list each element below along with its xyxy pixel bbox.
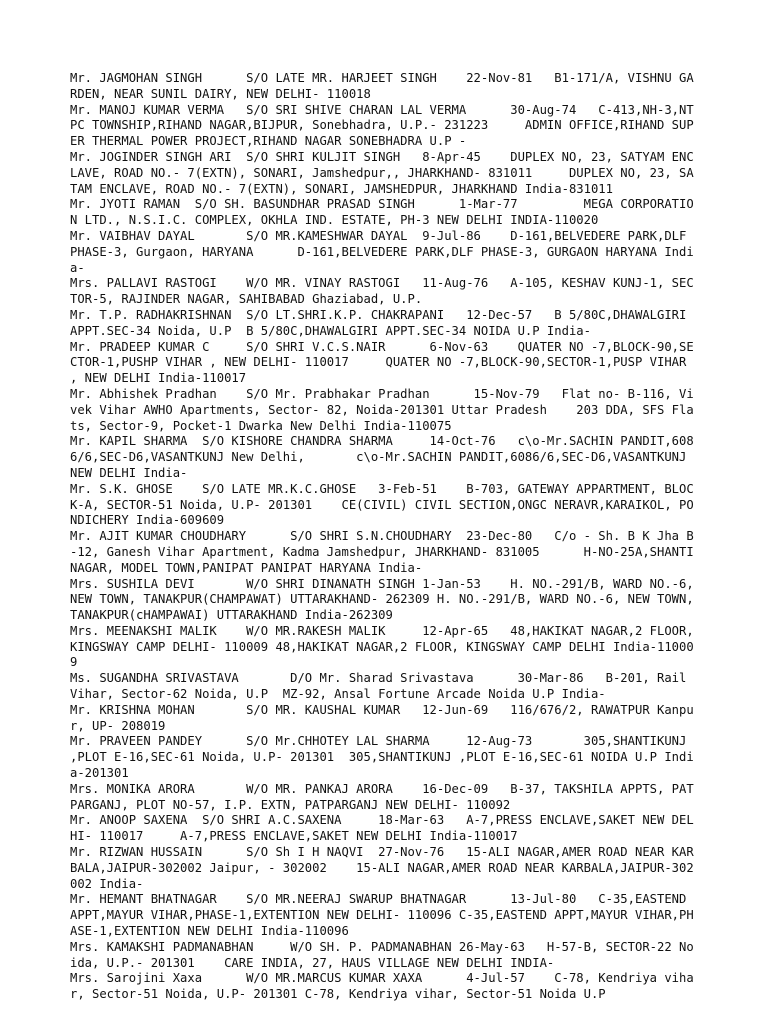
record-19: Mr. ANOOP SAXENA S/O SHRI A.C.SAXENA 18-Mar-63 A-7,PRESS ENCLAVE,SAKET NEW DELHI- 110017 A-7,PRESS ENCLAVE,SAKET NEW DELHI India-110017 (70, 813, 694, 844)
record-10: Mr. KAPIL SHARMA S/O KISHORE CHANDRA SHARMA 14-Oct-76 c\o-Mr.SACHIN PANDIT,6086/6,SEC-D6,VASANTKUNJ New Delhi, c\o-Mr.SACHIN PANDIT,6086/6,SEC-D6,VASANTKUNJ NEW DELHI India- (70, 434, 694, 480)
record-16: Mr. KRISHNA MOHAN S/O MR. KAUSHAL KUMAR 12-Jun-69 116/676/2, RAWATPUR Kanpur, UP- 208019 (70, 702, 694, 733)
record-2: Mr. MANOJ KUMAR VERMA S/O SRI SHIVE CHARAN LAL VERMA 30-Aug-74 C-413,NH-3,NTPC TOWNSHIP,RIHAND NAGAR,BIJPUR, Sonebhadra, U.P.- 231223 ADMIN OFFICE,RIHAND SUPER THERMAL POWER PROJECT,RIHAND NAGAR SONEBHADRA U.P - (70, 102, 694, 149)
record-21: Mr. HEMANT BHATNAGAR S/O MR.NEERAJ SWARUP BHATNAGAR 13-Jul-80 C-35,EASTEND APPT,MAYUR VIHAR,PHASE-1,EXTENTION NEW DELHI- 110096 C-35,EASTEND APPT,MAYUR VIHAR,PHASE-1,EXTENTION NEW DELHI India-110096 (70, 892, 694, 939)
record-9: Mr. Abhishek Pradhan S/O Mr. Prabhakar Pradhan 15-Nov-79 Flat no- B-116, Vivek Vihar AWHO Apartments, Sector- 82, Noida-201301 Uttar Pradesh 203 DDA, SFS Flats, Sector-9, Pocket-1 Dwarka New Delhi India-110075 (70, 386, 694, 433)
record-23: Mrs. Sarojini Xaxa W/O MR.MARCUS KUMAR XAXA 4-Jul-57 C-78, Kendriya vihar, Sector-51 Noida, U.P- 201301 C-78, Kendriya vihar, Sector-51 Noida U.P (70, 971, 694, 1002)
record-22: Mrs. KAMAKSHI PADMANABHAN W/O SH. P. PADMANABHAN 26-May-63 H-57-B, SECTOR-22 Noida, U.P.- 201301 CARE INDIA, 27, HAUS VILLAGE NEW DELHI INDIA- (70, 939, 694, 970)
record-4: Mr. JYOTI RAMAN S/O SH. BASUNDHAR PRASAD SINGH 1-Mar-77 MEGA CORPORATION LTD., N.S.I.C. COMPLEX, OKHLA IND. ESTATE, PH-3 NEW DELHI INDIA-110020 (70, 197, 694, 228)
record-6: Mrs. PALLAVI RASTOGI W/O MR. VINAY RASTOGI 11-Aug-76 A-105, KESHAV KUNJ-1, SECTOR-5, RAJINDER NAGAR, SAHIBABAD Ghaziabad, U.P. (70, 276, 694, 307)
record-20: Mr. RIZWAN HUSSAIN S/O Sh I H NAQVI 27-Nov-76 15-ALI NAGAR,AMER ROAD NEAR KARBALA,JAIPUR-302002 Jaipur, - 302002 15-ALI NAGAR,AMER ROAD NEAR KARBALA,JAIPUR-302002 India- (70, 845, 694, 891)
record-14: Mrs. MEENAKSHI MALIK W/O MR.RAKESH MALIK 12-Apr-65 48,HAKIKAT NAGAR,2 FLOOR, KINGSWAY CAMP DELHI- 110009 48,HAKIKAT NAGAR,2 FLOOR, KINGSWAY CAMP DELHI India-110009 (70, 623, 702, 670)
record-13: Mrs. SUSHILA DEVI W/O SHRI DINANATH SINGH 1-Jan-53 H. NO.-291/B, WARD NO.-6, NEW TOWN, TANAKPUR(CHAMPAWAT) UTTARAKHAND- 262309 H. NO.-291/B, WARD NO.-6, NEW TOWN, TANAKPUR(cHAMPAWAI) UTTARAKHAND India-262309 (70, 576, 702, 623)
record-11: Mr. S.K. GHOSE S/O LATE MR.K.C.GHOSE 3-Feb-51 B-703, GATEWAY APPARTMENT, BLOCK-A, SECTOR-51 Noida, U.P- 201301 CE(CIVIL) CIVIL SECTION,ONGC NERAVR,KARAIKOL, PONDICHERY India-609609 (70, 481, 694, 528)
record-3: Mr. JOGINDER SINGH ARI S/O SHRI KULJIT SINGH 8-Apr-45 DUPLEX NO, 23, SATYAM ENCLAVE, ROAD NO.- 7(EXTN), SONARI, Jamshedpur,, JHARKHAND- 831011 DUPLEX NO, 23, SATAM ENCLAVE, ROAD NO.- 7(EXTN), SONARI, JAMSHEDPUR, JHARKHAND India-831011 (70, 149, 694, 196)
record-15: Ms. SUGANDHA SRIVASTAVA D/O Mr. Sharad Srivastava 30-Mar-86 B-201, Rail Vihar, Sector-62 Noida, U.P MZ-92, Ansal Fortune Arcade Noida U.P India- (70, 671, 694, 702)
record-1: Mr. JAGMOHAN SINGH S/O LATE MR. HARJEET SINGH 22-Nov-81 B1-171/A, VISHNU GARDEN, NEAR SUNIL DAIRY, NEW DELHI- 110018 (70, 71, 694, 101)
record-5: Mr. VAIBHAV DAYAL S/O MR.KAMESHWAR DAYAL 9-Jul-86 D-161,BELVEDERE PARK,DLF PHASE-3, Gurgaon, HARYANA D-161,BELVEDERE PARK,DLF PHASE-3, GURGAON HARYANA India- (70, 228, 694, 275)
document-body (70, 71, 700, 1003)
record-17: Mr. PRAVEEN PANDEY S/O Mr.CHHOTEY LAL SHARMA 12-Aug-73 305,SHANTIKUNJ ,PLOT E-16,SEC-61 Noida, U.P- 201301 305,SHANTIKUNJ ,PLOT E-16,SEC-61 NOIDA U.P India-201301 (70, 734, 694, 781)
record-7: Mr. T.P. RADHAKRISHNAN S/O LT.SHRI.K.P. CHAKRAPANI 12-Dec-57 B 5/80C,DHAWALGIRI APPT.SEC-34 Noida, U.P B 5/80C,DHAWALGIRI APPT.SEC-34 NOIDA U.P India- (70, 307, 694, 338)
record-12: Mr. AJIT KUMAR CHOUDHARY S/O SHRI S.N.CHOUDHARY 23-Dec-80 C/o - Sh. B K Jha B-12, Ganesh Vihar Apartment, Kadma Jamshedpur, JHARKHAND- 831005 H-NO-25A,SHANTI NAGAR, MODEL TOWN,PANIPAT PANIPAT HARYANA India- (70, 529, 702, 575)
record-8: Mr. PRADEEP KUMAR C S/O SHRI V.C.S.NAIR 6-Nov-63 QUATER NO -7,BLOCK-90,SECTOR-1,PUSHP VIHAR , NEW DELHI- 110017 QUATER NO -7,BLOCK-90,SECTOR-1,PUSP VIHAR , NEW DELHI India-110017 (70, 339, 694, 386)
record-18: Mrs. MONIKA ARORA W/O MR. PANKAJ ARORA 16-Dec-09 B-37, TAKSHILA APPTS, PATPARGANJ, PLOT NO-57, I.P. EXTN, PATPARGANJ NEW DELHI- 110092 (70, 781, 694, 812)
